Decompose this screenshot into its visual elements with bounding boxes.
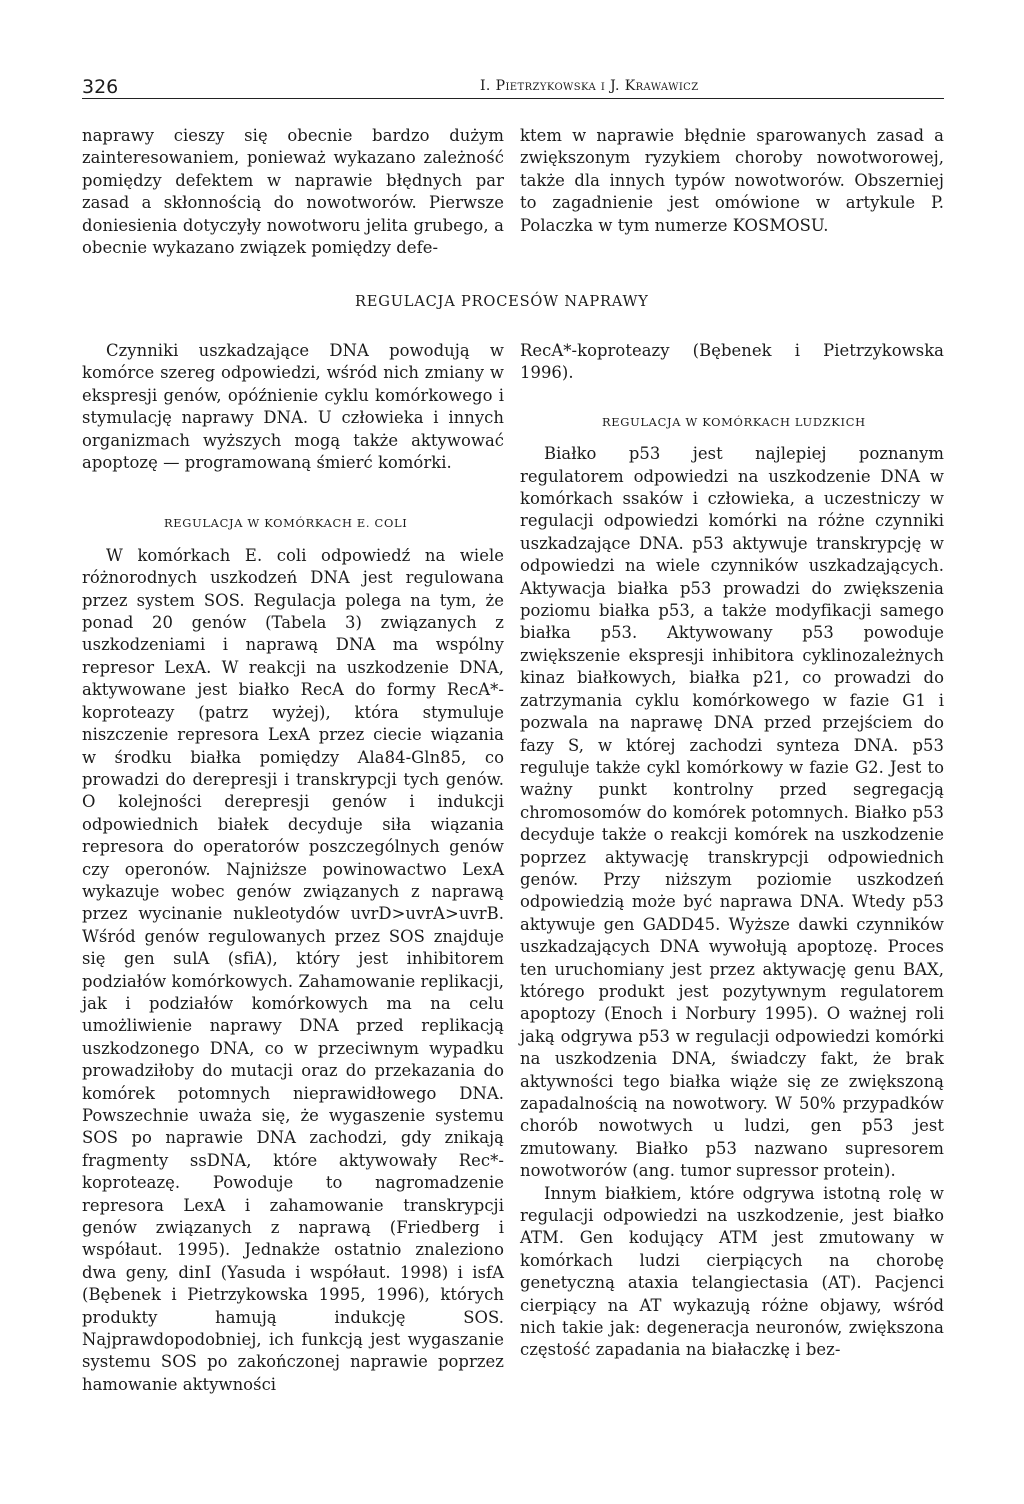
top-left-paragraph: naprawy cieszy się obecnie bardzo dużym zainteresowaniem, ponieważ wykazano zależność pomiędzy defektem w naprawie błędnych par zasad a skłonnością do nowotworów. Pierwsze doniesienia dotyczyły nowotworu jelita grubego, a obecnie wykazano związek pomiędzy defe-	[82, 126, 504, 258]
intro-paragraph: Czynniki uszkadzające DNA powodują w komórce szereg odpowiedzi, wśród nich zmiany w ekspresji genów, opóźnienie cyklu komórkowego i stymulację naprawy DNA. U człowieka i innych organizmach wyższych mogą także aktywować apoptozę — programowaną śmierć komórki.	[82, 341, 504, 473]
left-column	[82, 340, 504, 1396]
top-left-column	[82, 125, 504, 259]
human-subheading: REGULACJA W KOMÓRKACH LUDZKICH	[602, 414, 866, 429]
top-right-paragraph: ktem w naprawie błędnie sparowanych zasad a zwiększonym ryzykiem choroby nowotworowej, także dla innych typów nowotworów. Obszerniej to zagadnienie jest omówione w artykule P. Polaczka w tym numerze KOSMOSU.	[520, 126, 944, 235]
top-right-column	[520, 125, 944, 237]
page-number: 326	[82, 76, 119, 98]
section-title: REGULACJA PROCESÓW NAPRAWY	[355, 293, 649, 310]
page-header	[82, 72, 944, 99]
ecoli-subheading: REGULACJA W KOMÓRKACH E. COLI	[164, 516, 408, 531]
right-column	[520, 340, 944, 1362]
continuation-paragraph: RecA*-koproteazy (Bębenek i Pietrzykowska 1996).	[520, 341, 944, 383]
running-title: I. Pietrzykowska i J. Krawawicz	[480, 78, 699, 94]
atm-paragraph: Innym białkiem, które odgrywa istotną rolę w regulacji odpowiedzi na uszkodzenie, jest białko ATM. Gen kodujący ATM jest zmutowany w komórkach ludzi cierpiących na chorobę genetyczną ataxia telangiectasia (AT). Pacjenci cierpiący na AT wykazują różne objawy, wśród nich takie jak: degeneracja neuronów, zwiększona częstość zapadania na białaczkę i bez-	[520, 1183, 944, 1360]
p53-paragraph: Białko p53 jest najlepiej poznanym regulatorem odpowiedzi na uszkodzenie DNA w komórkach ssaków i człowieka, a uczestniczy w regulacji odpowiedzi komórki na różne czynniki uszkadzające DNA. p53 aktywuje transkrypcję w odpowiedzi na wiele czynników uszkadzających. Aktywacja białka p53 prowadzi do zwiększenia poziomu białka p53, a także modyfikacji samego białka p53. Aktywowany p53 powoduje zwiększenie ekspresji inhibitora cyklinozależnych kinaz białkowych, białka p21, co prowadzi do zatrzymania cyklu komórkowego w fazie G1 i pozwala na naprawę DNA przed przejściem do fazy S, w której zachodzi synteza DNA. p53 reguluje także cykl komórkowy w fazie G2. Jest to ważny punkt kontrolny przed segregacją chromosomów do komórek potomnych. Białko p53 decyduje także o reakcji komórek na uszkodzenie poprzez aktywację transkrypcji odpowiednich genów. Przy niższym poziomie uszkodzeń odpowiedzią może być naprawa DNA. Wtedy p53 aktywuje gen GADD45. Wyższe dawki czynników uszkadzających DNA wywołują apoptozę. Proces ten uruchomiany jest przez aktywację genu BAX, którego produkt jest pozytywnym regulatorem apoptozy (Enoch i Norbury 1995). O ważnej roli jaką odgrywa p53 w regulacji odpowiedzi komórki na uszkodzenia DNA, świadczy fakt, że brak aktywności tego białka wiąże się ze zwiększoną zapadalnością na nowotwory. W 50% przypadków chorób nowotwych u ludzi, gen p53 jest zmutowany. Białko p53 nazwano supresorem nowotworów (ang. tumor supressor protein).	[520, 444, 944, 1181]
ecoli-paragraph: W komórkach E. coli odpowiedź na wiele różnorodnych uszkodzeń DNA jest regulowana przez system SOS. Regulacja polega na tym, że ponad 20 genów (Tabela 3) związanych z uszkodzeniami i naprawą DNA ma wspólny represor LexA. W reakcji na uszkodzenie DNA, aktywowane jest białko RecA do formy RecA*-koproteazy (patrz wyżej), która stymuluje niszczenie represora LexA przez ciecie wiązania w środku białka pomiędzy Ala84-Gln85, co prowadzi do derepresji i transkrypcji tych genów. O kolejności derepresji genów i indukcji odpowiednich białek decyduje siła wiązania represora do operatorów poszczególnych genów czy operonów. Najniższe powinowactwo LexA wykazuje wobec genów związanych z naprawą przez wycinanie nukleotydów uvrD>uvrA>uvrB. Wśród genów regulowanych przez SOS znajduje się gen sulA (sfiA), który jest inhibitorem podziałów komórkowych. Zahamowanie replikacji, jak i podziałów komórkowych ma na celu umożliwienie naprawy DNA przed replikacją uszkodzonego DNA, co w przeciwnym wypadku prowadziłoby do mutacji oraz do przekazania do komórek potomnych nieprawidłowego DNA. Powszechnie uważa się, że wygaszenie systemu SOS po naprawie DNA zachodzi, gdy znikają fragmenty ssDNA, które aktywowały Rec*-koproteazę. Powoduje to nagromadzenie represora LexA i zahamowanie transkrypcji genów związanych z naprawą (Friedberg i współaut. 1995). Jednakże ostatnio znaleziono dwa geny, dinI (Yasuda i współaut. 1998) i isfA (Bębenek i Pietrzykowska 1995, 1996), których produkty hamują indukcję SOS. Najprawdopodobniej, ich funkcją jest wygaszanie systemu SOS po zakończonej naprawie poprzez hamowanie aktywności	[82, 545, 504, 1394]
